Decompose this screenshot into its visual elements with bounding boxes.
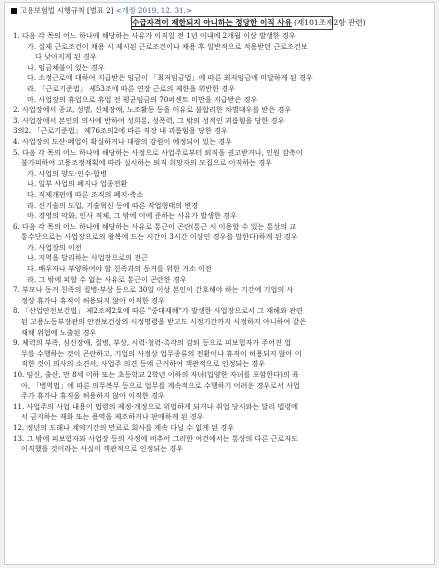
square-bullet-icon — [11, 8, 17, 14]
text-line: 가. 사업장의 이전 — [27, 242, 82, 252]
text-line: 무를 수행하는 것이 곤란하고, 기업의 사정상 업무종류의 전환이나 휴직이 허용되지 않아 이 — [21, 348, 302, 358]
text-line: 가. 실제 근로조건이 채용 시 제시된 근로조건이나 채용 후 일반적으로 적용받던 근로조건보 — [27, 41, 308, 51]
text-line: 12. 정년의 도래나 계약기간의 만료로 회사를 계속 다닐 수 없게 된 경우 — [13, 422, 235, 432]
text-line: 마. 경영의 악화, 인사 적체, 그 밖에 이에 준하는 사유가 발생한 경우 — [27, 211, 237, 221]
text-line: 9. 체력의 부족, 심신장애, 질병, 부상, 시력·청력·촉각의 감퇴 등으로 피보험자가 주어진 업 — [13, 338, 292, 348]
text-line: 정상 휴가나 휴직이 허용되지 않아 이직한 경우 — [21, 295, 165, 305]
document-header — [11, 6, 192, 16]
text-line: 라. 「근로기준법」 제53조에 따른 연장 근로의 제한을 위반한 경우 — [27, 83, 235, 93]
document-title — [131, 16, 366, 30]
text-line: 2. 사업장에서 종교, 성별, 신체장애, 노조활동 등을 이유로 불합리한 차별대우를 받은 경우 — [13, 105, 292, 115]
text-line: 가. 사업의 양도·인수·합병 — [27, 168, 107, 178]
text-line: 된 고용노동부장관의 안전보건상의 시정명령을 받고도 시정기간까지 시정하지 아니하여 같은 — [21, 317, 307, 327]
text-line: 5. 다음 각 목의 어느 하나에 해당하는 사정으로 사업주로부터 퇴직을 권고받거나, 인원 감축이 — [13, 147, 303, 157]
text-line: 나. 지역을 달리하는 사업장으로의 전근 — [27, 253, 148, 263]
text-line: 마. 사업장의 휴업으로 휴업 전 평균임금의 70퍼센트 미만을 지급받은 경우 — [27, 94, 258, 104]
text-line: 서 금지하는 재화 또는 용역을 제조하거나 판매하게 된 경우 — [21, 412, 204, 422]
text-line: 나. 임금체불이 있는 경우 — [27, 62, 105, 72]
text-line: 7. 부모나 동거 친족의 질병·부상 등으로 30일 이상 본인이 간호해야 하는 기간에 기업의 사 — [13, 285, 294, 295]
text-line: 6. 다음 각 목의 어느 하나에 해당하는 사유로 통근이 곤란(통근 시 이용할 수 있는 통상의 교 — [13, 221, 297, 231]
text-line: 11. 사업주의 사업 내용이 법령의 제정·개정으로 위법하게 되거나 취업 당시와는 달리 법령에 — [13, 401, 299, 411]
text-line: 8. 「산업안전보건법」 제2조제2호에 따른 "중대재해"가 발생한 사업장으로서 그 재해와 관련 — [13, 306, 303, 316]
title-sub: (제101조제2항 관련) — [293, 18, 366, 27]
text-line: 1. 다음 각 목의 어느 하나에 해당하는 사유가 이직일 전 1년 이내에 2개월 이상 발생한 경우 — [13, 31, 296, 40]
text-line: 주가 휴가나 휴직을 허용하지 않아 이직한 경우 — [21, 391, 165, 401]
text-line: 10. 임신, 출산, 만 8세 이하 또는 초등학교 2학년 이하의 자녀(입양한 자녀를 포함한다)의 육 — [13, 370, 299, 379]
text-line: 직한 것이 의사의 소견서, 사업주 의견 등에 근거하여 객관적으로 인정되는 경우 — [21, 359, 266, 369]
text-line: 불가피하여 고용조정계획에 따라 실시하는 퇴직 희망자의 모집으로 이직하는 경우 — [21, 158, 273, 168]
text-line: 다 낮아지게 된 경우 — [35, 52, 97, 62]
text-line: 4. 사업장의 도산·폐업이 확실하거나 대량의 감원이 예정되어 있는 경우 — [13, 136, 232, 146]
title-main: 수급자격이 제한되지 아니하는 정당한 이직 사유 — [132, 18, 292, 27]
document-body — [13, 31, 429, 455]
text-line: 3의2. 「근로기준법」 제76조의2에 따른 직장 내 괴롭힘을 당한 경우 — [13, 126, 228, 136]
text-line: 재해 위험에 노출된 경우 — [21, 327, 97, 337]
text-line: 13. 그 밖에 피보험자와 사업장 등의 사정에 비추어 그러한 여건에서는 통상의 다른 근로자도 — [13, 433, 299, 443]
text-line: 통수단으로는 사업장으로의 왕복에 드는 시간이 3시간 이상인 경우를 말한다)하게 된 경우 — [21, 232, 298, 242]
text-line: 3. 사업장에서 본인의 의사에 반하여 성희롱, 성폭력, 그 밖의 성적인 괴롭힘을 당한 경우 — [13, 115, 285, 125]
text-line: 아, 「병역법」에 따른 의무복무 등으로 업무를 계속적으로 수행하기 어려운 경우로서 사업 — [21, 380, 300, 390]
amendment-note: <개정 2019. 12. 31.> — [115, 6, 192, 15]
text-line: 다. 직제개편에 따른 조직의 폐지·축소 — [27, 189, 144, 199]
document-page — [4, 2, 435, 565]
text-line: 다. 배우자나 부양하여야 할 친족과의 동거를 위한 거소 이전 — [27, 264, 212, 274]
header-prefix: 고용보험법 시행규칙 [별표 2] — [20, 6, 114, 15]
text-line: 나. 일부 사업의 폐지나 업종전환 — [27, 179, 128, 189]
text-line: 다. 소정근로에 대하여 지급받은 임금이 「최저임금법」에 따른 최저임금에 미달하게 된 경우 — [27, 73, 313, 83]
text-line: 라. 그 밖에 피할 수 없는 사유로 통근이 곤란한 경우 — [27, 274, 187, 284]
text-line: 라. 신기술의 도입, 기술혁신 등에 따른 작업형태의 변경 — [27, 200, 199, 210]
text-line: 이직했을 것이라는 사실이 객관적으로 인정되는 경우 — [21, 444, 184, 454]
